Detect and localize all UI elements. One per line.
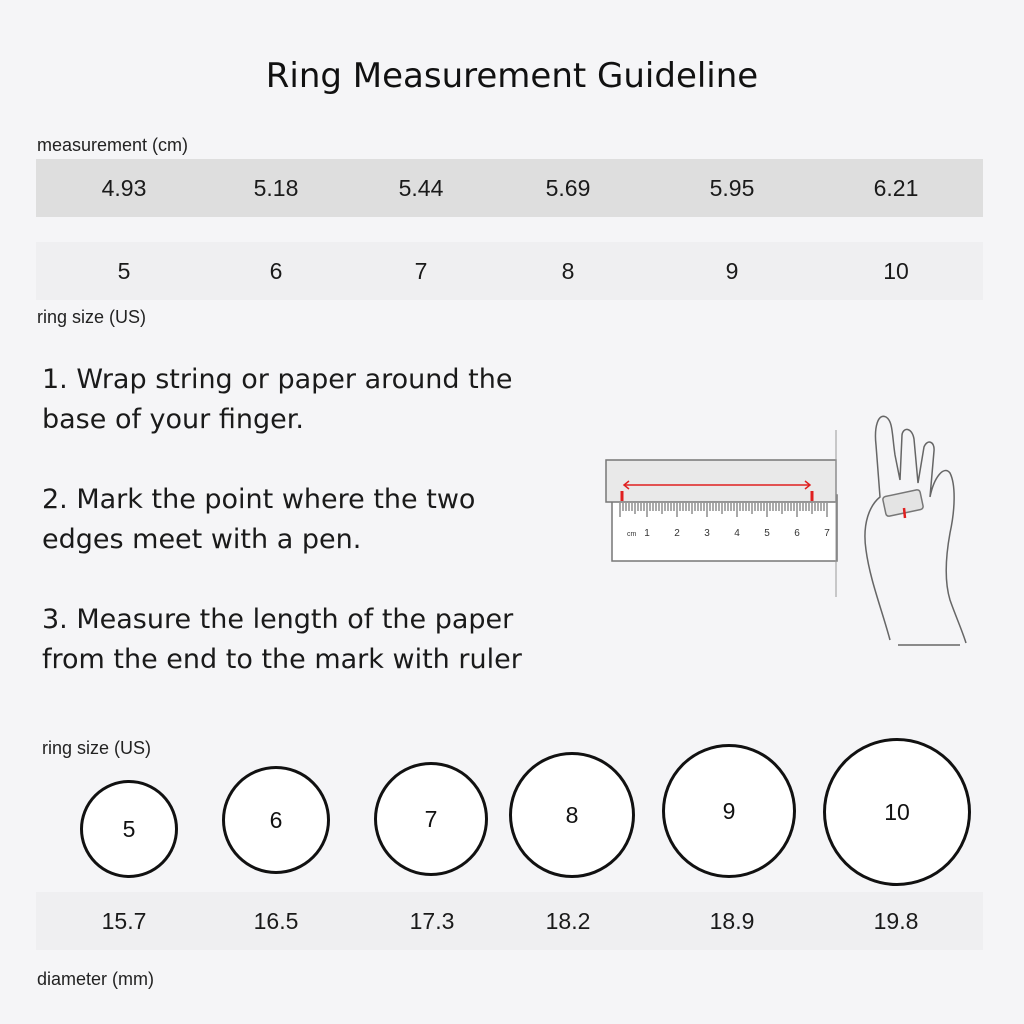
- step-3: 3. Measure the length of the paper from the end to the mark with ruler: [42, 604, 522, 675]
- step-1: 1. Wrap string or paper around the base of your finger.: [42, 364, 513, 435]
- ring-size-cell: 9: [725, 257, 739, 284]
- ring-size-label: ring size (US): [37, 307, 147, 327]
- diameter-cell: 18.9: [709, 907, 755, 934]
- ring-circle-9: [662, 744, 796, 878]
- ring-circle-7: [374, 762, 488, 876]
- ring-size-cell: 8: [561, 257, 575, 284]
- ring-circle-label: 6: [269, 806, 283, 833]
- hand-icon: [865, 416, 966, 645]
- ring-size-cell: 7: [414, 257, 428, 284]
- page-title: Ring Measurement Guideline: [265, 56, 759, 96]
- measurement-row: [36, 159, 983, 217]
- ring-size-cell: 5: [117, 257, 131, 284]
- ruler-unit: cm: [627, 531, 637, 538]
- measurement-cell: 5.69: [545, 174, 591, 201]
- svg-text:1: 1: [644, 528, 650, 539]
- svg-text:5: 5: [764, 528, 770, 539]
- diameter-cell: 19.8: [873, 907, 919, 934]
- instructions: [42, 360, 562, 720]
- svg-text:7: 7: [824, 528, 830, 539]
- measurement-cell: 5.18: [253, 174, 299, 201]
- ring-circle-label: 9: [722, 797, 736, 824]
- ring-size-cell: 10: [883, 257, 909, 284]
- ring-size-row: [36, 242, 983, 300]
- ring-circle-8: [509, 752, 635, 878]
- diameter-cell: 17.3: [409, 907, 455, 934]
- measurement-label: measurement (cm): [37, 135, 189, 155]
- diameter-label: diameter (mm): [37, 969, 155, 989]
- svg-text:4: 4: [734, 528, 740, 539]
- ring-circle-6: [222, 766, 330, 874]
- diameter-row: [36, 892, 983, 950]
- svg-text:3: 3: [704, 528, 710, 539]
- diameter-cell: 16.5: [253, 907, 299, 934]
- ring-circle-label: 7: [424, 805, 438, 832]
- ring-circle-label: 8: [565, 801, 579, 828]
- ruler-hand-illustration: [600, 405, 980, 655]
- ring-circle-10: [823, 738, 971, 886]
- measurement-cell: 5.44: [398, 174, 444, 201]
- diameter-cell: 15.7: [101, 907, 147, 934]
- ring-size-label-bottom: ring size (US): [42, 738, 152, 758]
- ring-size-cell: 6: [269, 257, 283, 284]
- svg-text:6: 6: [794, 528, 800, 539]
- measurement-cell: 4.93: [101, 174, 147, 201]
- measurement-cell: 6.21: [873, 174, 919, 201]
- ring-circle-label: 5: [122, 815, 136, 842]
- ring-circle-label: 10: [884, 798, 910, 825]
- ring-circle-5: [80, 780, 178, 878]
- diameter-cell: 18.2: [545, 907, 591, 934]
- step-2: 2. Mark the point where the two edges meet with a pen.: [42, 484, 476, 555]
- ruler-icon: [606, 430, 837, 597]
- measurement-cell: 5.95: [709, 174, 755, 201]
- svg-text:2: 2: [674, 528, 680, 539]
